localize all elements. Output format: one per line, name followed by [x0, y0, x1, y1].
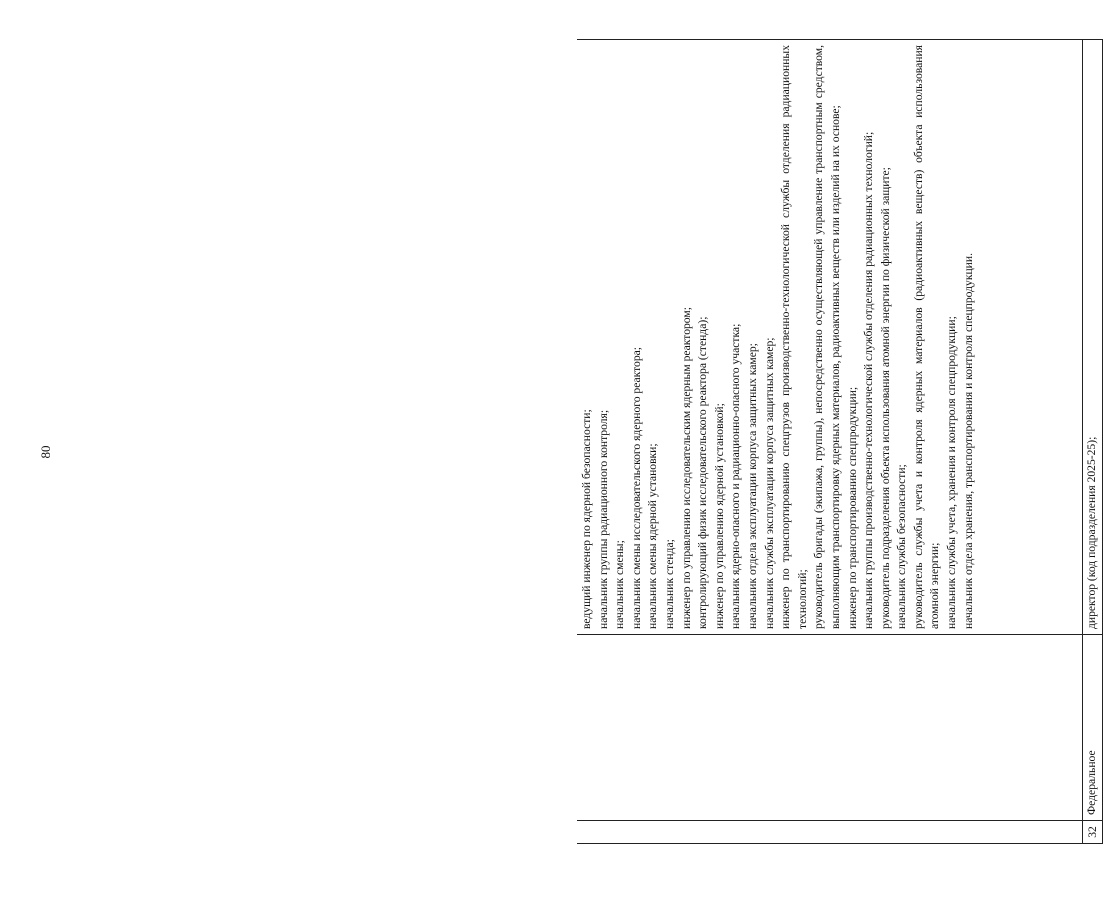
position-item: начальник службы учета, хранения и контроля спецпродукции;: [945, 316, 959, 629]
position-item: начальник отдела хранения, транспортирования и контроля спецпродукции.: [961, 253, 975, 629]
position-cell: директор (код подразделения 2025-25);: [1082, 40, 1102, 635]
level-cell-empty: [577, 635, 1082, 821]
position-item: руководитель службы учета и контроля ядерных материалов (радиоактивных веществ) объекта использования атомной энергии;: [911, 45, 942, 629]
page-number: 80: [38, 445, 53, 459]
position-item: руководитель бригады (экипажа, группы), непосредственно осуществляющей управление транспортным средством, выполняющим транспортировку ядерных материалов, радиоактивных веществ или изделий на их основе;: [812, 45, 842, 629]
position-item: инженер по транспортированию спецпродукции;: [845, 386, 859, 629]
level-cell: Федеральное: [1082, 635, 1102, 821]
position-item: начальник группы производственно-технологической службы отделения радиационных технологий;: [862, 131, 876, 629]
position-item: начальник стенда;: [662, 539, 676, 629]
position-item: начальник группы радиационного контроля;: [596, 409, 610, 629]
position-item: начальник смены ядерной установки;: [646, 443, 660, 629]
position-item: руководитель подразделения объекта использования атомной энергии по физической защите;: [878, 167, 892, 629]
position-item: начальник смены;: [613, 540, 627, 629]
position-item: инженер по управлению ядерной установкой;: [712, 403, 726, 629]
position-item: начальник смены исследовательского ядерного реактора;: [629, 347, 643, 629]
row-number-cell: 32: [1082, 821, 1102, 844]
position-item: ведущий инженер по ядерной безопасности;: [580, 409, 593, 629]
position-item: контролирующий физик исследовательского реактора (стенда);: [696, 316, 710, 629]
positions-table: [577, 39, 1103, 844]
table-row-continued: [577, 40, 1082, 844]
position-item: начальник ядерно-опасного и радиационно-опасного участка;: [729, 323, 743, 629]
table-row-32: [1082, 40, 1102, 844]
position-item: инженер по транспортированию спецгрузов производственно-технологической службы отделения радиационных технологий;: [779, 45, 809, 629]
position-item: начальник службы эксплуатации корпуса защитных камер;: [762, 337, 776, 629]
position-item: инженер по управлению исследовательским ядерным реактором;: [679, 307, 693, 629]
positions-cell: [577, 40, 1082, 635]
row-number-cell-empty: [577, 821, 1082, 844]
positions-table-rotated: [577, 39, 1100, 844]
position-item: начальник службы безопасности;: [895, 464, 909, 629]
position-item: начальник отдела эксплуатации корпуса защитных камер;: [745, 343, 759, 629]
